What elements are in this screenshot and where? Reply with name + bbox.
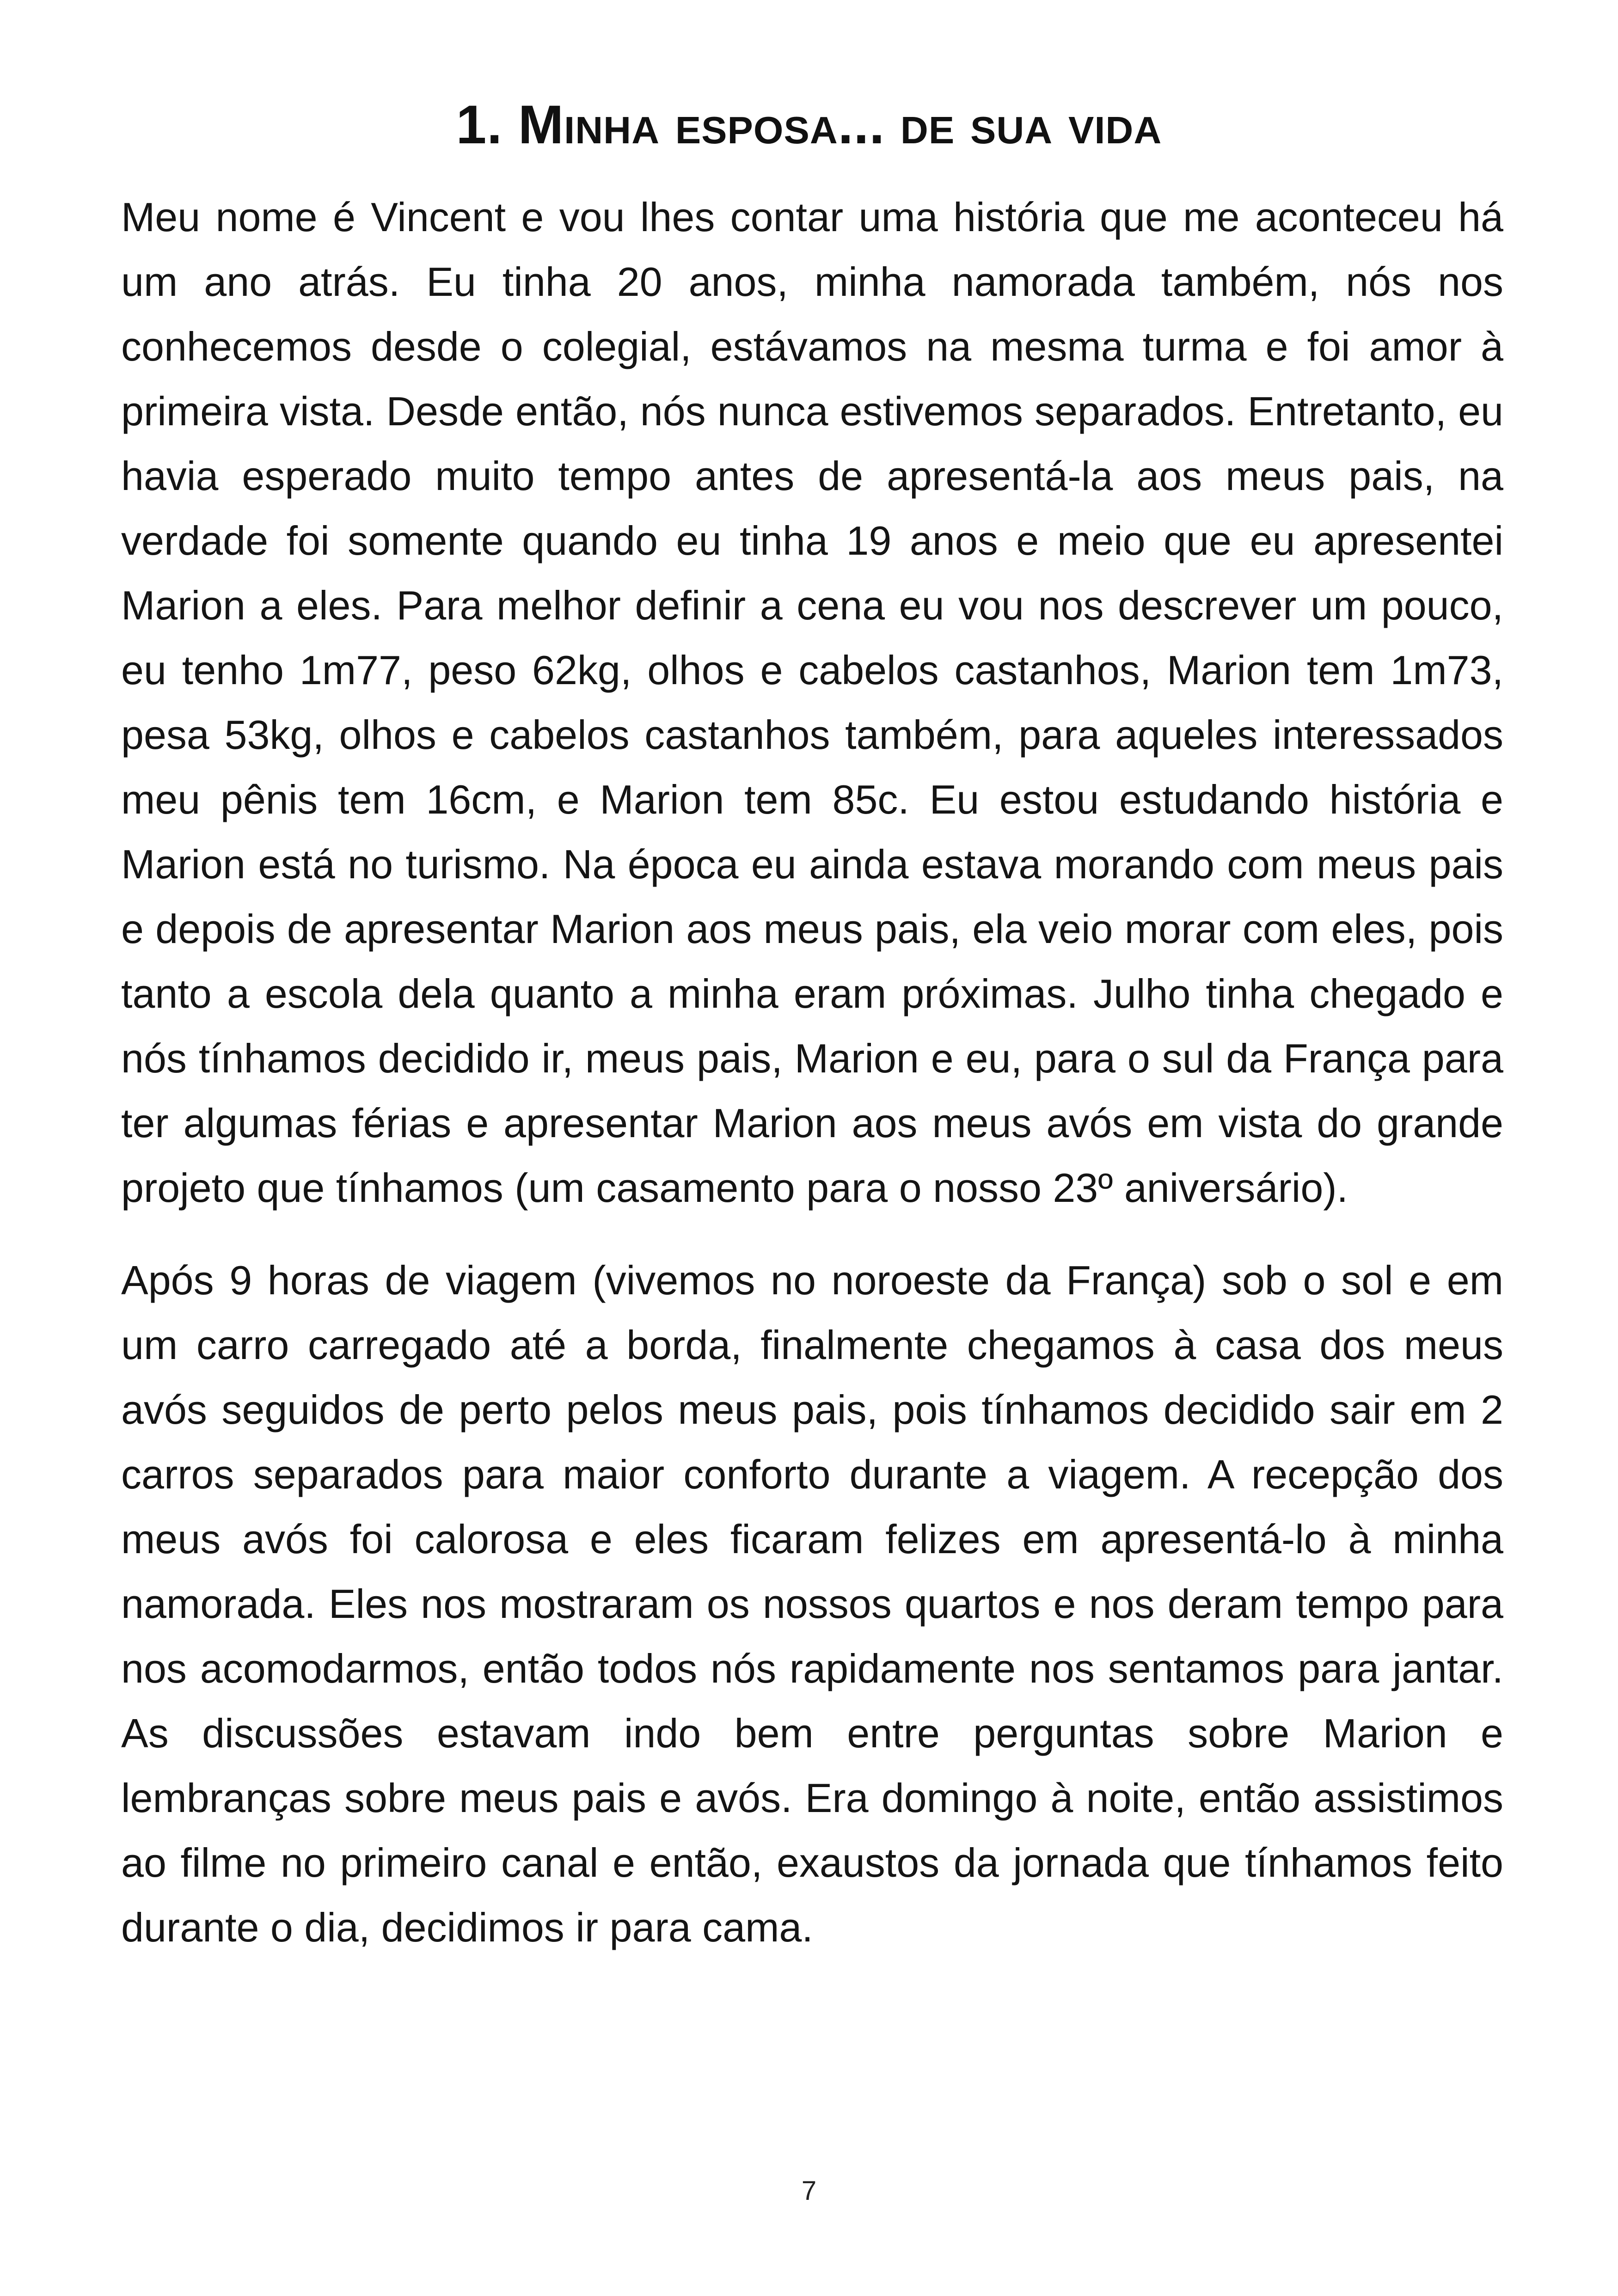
page-number: 7 — [801, 2176, 817, 2206]
paragraph-2: Após 9 horas de viagem (vivemos no noroeste da França) sob o sol e em um carro carregado até a borda, finalmente chegamos à casa dos meus avós seguidos de perto pelos meus pais, pois tínhamos decidido sair em 2 carros separados para maior conforto durante a viagem. A recepção dos meus avós foi calorosa e eles ficaram felizes em apresentá-lo à minha namorada. Eles nos mostraram os nossos quartos e nos deram tempo para nos acomodarmos, então todos nós rapidamente nos sentamos para jantar. As discussões estavam indo bem entre perguntas sobre Marion e lembranças sobre meus pais e avós. Era domingo à noite, então assistimos ao filme no primeiro canal e então, exaustos da jornada que tínhamos feito durante o dia, decidimos ir para cama. — [121, 1257, 1503, 1950]
chapter-title: 1. Minha esposa... de sua vida — [456, 94, 1162, 155]
paragraph-1: Meu nome é Vincent e vou lhes contar uma história que me aconteceu há um ano atrás. Eu tinha 20 anos, minha namorada também, nós nos conhecemos desde o colegial, estávamos na mesma turma e foi amor à primeira vista. Desde então, nós nunca estivemos separados. Entretanto, eu havia esperado muito tempo antes de apresentá-la aos meus pais, na verdade foi somente quando eu tinha 19 anos e meio que eu apresentei Marion a eles. Para melhor definir a cena eu vou nos descrever um pouco, eu tenho 1m77, peso 62kg, olhos e cabelos castanhos, Marion tem 1m73, pesa 53kg, olhos e cabelos castanhos também, para aqueles interessados meu pênis tem 16cm, e Marion tem 85c. Eu estou estudando história e Marion está no turismo. Na época eu ainda estava morando com meus pais e depois de apresentar Marion aos meus pais, ela veio morar com eles, pois tanto a escola dela quanto a minha eram próximas. Julho tinha chegado e nós tínhamos decidido ir, meus pais, Marion e eu, para o sul da França para ter algumas férias e apresentar Marion aos meus avós em vista do grande projeto que tínhamos (um casamento para o nosso 23º aniversário). — [121, 194, 1503, 1211]
body-text — [121, 185, 1503, 1960]
